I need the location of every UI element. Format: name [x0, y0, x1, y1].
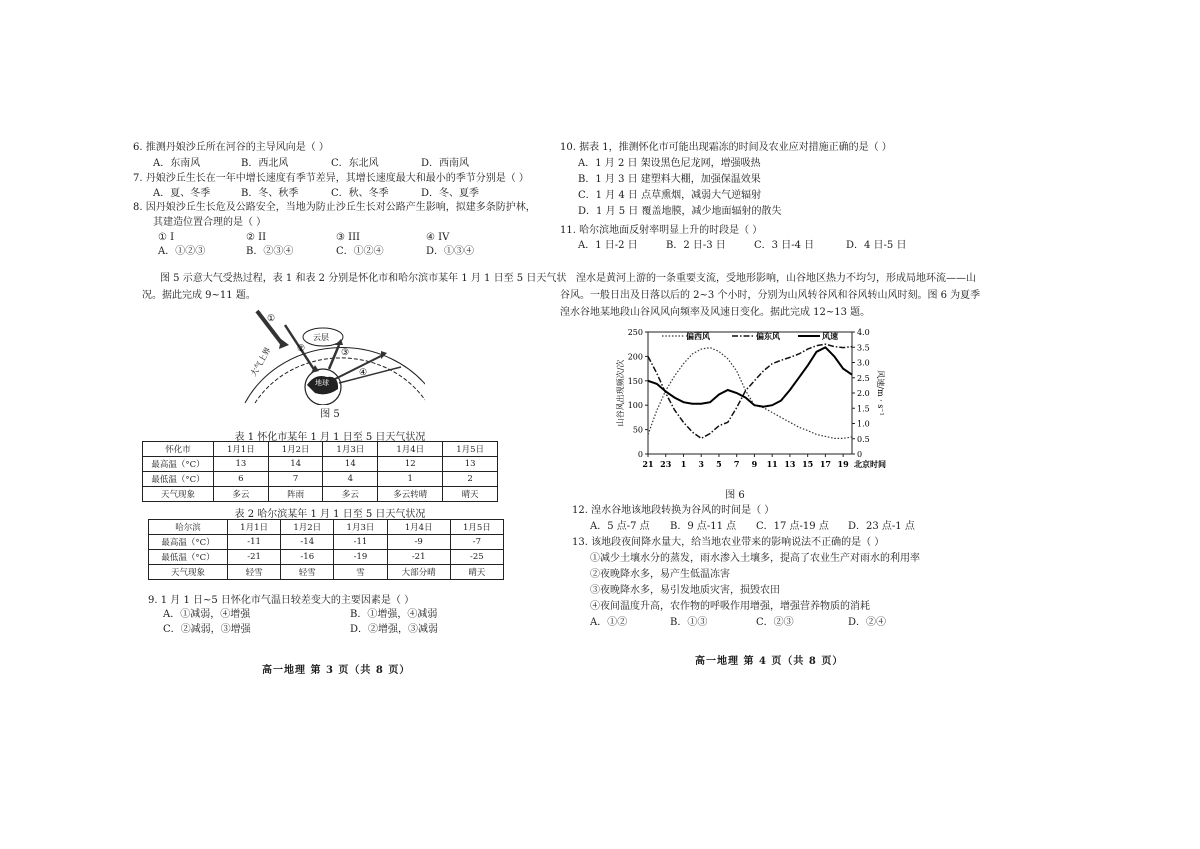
q9-option-c[interactable]: C．②减弱，③增强: [163, 624, 251, 635]
question-12: 12. 湟水谷地该地段转换为谷风的时间是（ ）: [572, 505, 775, 516]
question-6-options: [153, 157, 493, 171]
cloud-label: 云层: [313, 333, 329, 342]
y-right-tick-label: 2.0: [857, 389, 870, 398]
q10-option-a[interactable]: A．1 月 2 日 架设黑色尼龙网，增强吸热: [578, 158, 761, 169]
y-right-tick-label: 1.5: [857, 404, 870, 414]
question-8-options: [158, 245, 498, 259]
q13-item-1: ①减少土壤水分的蒸发，雨水渗入土壤多，提高了农业生产对雨水的利用率: [590, 553, 920, 564]
t2-h3: 1月3日: [334, 520, 387, 535]
q9-option-a[interactable]: A．①减弱，④增强: [163, 609, 251, 620]
table-1-caption: 表 1 怀化市某年 1 月 1 日至 5 日天气状况: [234, 432, 426, 443]
y-left-tick-label: 200: [627, 352, 643, 362]
table-row: [149, 535, 504, 550]
t1-r1c2: 7: [268, 472, 323, 487]
y-right-tick-label: 4.0: [857, 328, 870, 337]
q11-option-d[interactable]: D．4 日-5 日: [846, 240, 907, 251]
q6-option-c[interactable]: C．东北风: [331, 158, 379, 169]
q13-option-b[interactable]: B．①③: [670, 617, 708, 628]
q9-option-b[interactable]: B．①增强，④减弱: [350, 609, 438, 620]
earth-label: 地球: [315, 379, 329, 387]
question-10: 10. 据表 1，推测怀化市可能出现霜冻的时间及农业应对措施正确的是（ ）: [560, 142, 892, 153]
question-11-options: [578, 239, 918, 253]
q11-option-b[interactable]: B．2 日-3 日: [666, 240, 726, 251]
q13-item-4: ④夜间温度升高，农作物的呼吸作用增强，增强营养物质的消耗: [590, 601, 870, 612]
table-1: [142, 441, 498, 502]
x-tick-label: 23: [660, 459, 672, 469]
t2-r1c0: 最低温（°C）: [149, 550, 228, 565]
legend-label-1: 偏西风: [686, 331, 710, 341]
t2-r0c5: -7: [450, 535, 503, 550]
t1-r1c1: 6: [214, 472, 269, 487]
t1-r2c4: 多云转晴: [378, 487, 443, 502]
question-6: 6. 推测丹娘沙丘所在河谷的主导风向是（ ）: [133, 142, 329, 153]
q8-option-d[interactable]: D．①③④: [426, 246, 475, 257]
legend-label-3: 风速: [822, 331, 838, 341]
series-line-3: [648, 347, 852, 406]
q7-option-c[interactable]: C．秋、冬季: [331, 188, 389, 199]
t2-r0c0: 最高温（°C）: [149, 535, 228, 550]
q8-mark-3: ③ III: [336, 232, 360, 243]
series-line-1: [648, 348, 852, 439]
t1-r0c4: 12: [378, 457, 443, 472]
question-9-options: [163, 608, 463, 638]
y-right-tick-label: 3.0: [857, 358, 870, 368]
q6-option-b[interactable]: B．西北风: [241, 158, 289, 169]
y-right-tick-label: 0: [857, 450, 863, 459]
page-footer-left: 高一地理 第 3 页（共 8 页）: [262, 665, 411, 676]
q12-option-b[interactable]: B．9 点-11 点: [670, 521, 737, 532]
figure-5-diagram: [235, 305, 425, 405]
t2-r1c3: -19: [334, 550, 387, 565]
t2-r2c0: 天气现象: [149, 565, 228, 580]
y-left-tick-label: 150: [627, 376, 643, 386]
x-tick-label: 1: [680, 459, 687, 469]
x-tick-label: 21: [642, 459, 654, 469]
x-tick-label: 11: [766, 459, 778, 469]
question-13-options: [590, 616, 930, 630]
question-8-line1: 8. 因丹娘沙丘生长危及公路安全，当地为防止沙丘生长对公路产生影响，拟建多条防护林，: [133, 202, 536, 213]
x-axis-label: 北京时间: [854, 459, 886, 469]
arrow-4b: [339, 367, 401, 383]
q8-option-b[interactable]: B．②③④: [246, 246, 294, 257]
y-right-axis-label: 风速/m · s⁻¹: [876, 370, 885, 416]
x-tick-label: 5: [716, 459, 722, 469]
q8-mark-2: ② II: [246, 232, 267, 243]
q7-option-b[interactable]: B．冬、秋季: [241, 188, 299, 199]
figure-5-caption: 图 5: [320, 409, 340, 420]
label-1: ①: [267, 314, 276, 324]
table-row: [143, 487, 498, 502]
x-tick-label: 17: [819, 459, 831, 469]
t2-r0c4: -9: [387, 535, 450, 550]
q8-option-c[interactable]: C．①②④: [336, 246, 384, 257]
t2-r1c5: -25: [450, 550, 503, 565]
chart-lines: [648, 344, 852, 438]
figure-6-chart: [614, 322, 904, 482]
right-page: [560, 0, 1200, 849]
t1-r2c0: 天气现象: [143, 487, 214, 502]
atmosphere-label: 大气上界: [248, 345, 273, 378]
t2-r1c1: -21: [228, 550, 281, 565]
t2-h4: 1月4日: [387, 520, 450, 535]
y-right-tick-label: 1.0: [857, 419, 870, 429]
t2-h0: 哈尔滨: [149, 520, 228, 535]
t1-h5: 1月5日: [443, 442, 498, 457]
question-10-options: [578, 157, 878, 221]
q13-option-d[interactable]: D．②④: [848, 617, 887, 628]
q12-option-a[interactable]: A．5 点-7 点: [590, 521, 650, 532]
table-2-header: [149, 520, 504, 535]
t1-r2c5: 晴天: [443, 487, 498, 502]
q7-option-a[interactable]: A．夏、冬季: [153, 188, 211, 199]
t1-r2c2: 阵雨: [268, 487, 323, 502]
x-tick-label: 15: [802, 459, 814, 469]
label-2: ②: [297, 344, 306, 354]
t1-r0c5: 13: [443, 457, 498, 472]
t2-r0c1: -11: [228, 535, 281, 550]
t2-r1c2: -16: [281, 550, 334, 565]
t2-r1c4: -21: [387, 550, 450, 565]
y-left-axis-label: 山谷风出现频次/次: [616, 359, 625, 427]
figure-6-caption: 图 6: [725, 490, 745, 501]
arrow-3: [329, 345, 339, 369]
question-8-line2: 其建造位置合理的是（ ）: [153, 217, 267, 228]
arrow-4-head: [381, 351, 387, 359]
q13-item-3: ③夜晚降水多，易引发地质灾害，损毁农田: [590, 585, 780, 596]
t1-r1c4: 1: [378, 472, 443, 487]
q8-option-a[interactable]: A．①②③: [158, 246, 206, 257]
q11-option-a[interactable]: A．1 日-2 日: [578, 240, 638, 251]
q8-mark-4: ④ IV: [426, 232, 450, 243]
t1-r0c0: 最高温（°C）: [143, 457, 214, 472]
question-8-marks: [158, 231, 498, 245]
q7-option-d[interactable]: D．冬、夏季: [421, 188, 480, 199]
t2-r2c2: 轻雪: [281, 565, 334, 580]
t2-r2c4: 大部分晴: [387, 565, 450, 580]
table-row: [149, 565, 504, 580]
t2-h2: 1月2日: [281, 520, 334, 535]
table-1-header: [143, 442, 498, 457]
x-tick-label: 19: [837, 459, 849, 469]
y-right-tick-label: 2.5: [857, 373, 870, 383]
q13-option-a[interactable]: A．①②: [590, 617, 628, 628]
t1-r2c3: 多云: [323, 487, 378, 502]
q10-option-b[interactable]: B．1 月 3 日 建塑料大棚，加强保温效果: [578, 174, 761, 185]
y-right-tick-label: 0.5: [857, 434, 870, 444]
x-tick-label: 7: [733, 459, 740, 469]
intro-9-11-line2: 况。据此完成 9~11 题。: [142, 290, 256, 301]
x-tick-label: 9: [751, 459, 758, 469]
question-9: 9. 1 月 1 日~5 日怀化市气温日较差变大的主要因素是（ ）: [148, 595, 415, 606]
intro-12-13-line3: 湟水谷地某地段山谷风风向频率及风速日变化。据此完成 12~13 题。: [560, 307, 871, 318]
t2-r0c3: -11: [334, 535, 387, 550]
q13-option-c[interactable]: C．②③: [756, 617, 794, 628]
q6-option-d[interactable]: D．西南风: [421, 158, 470, 169]
y-left-tick-label: 250: [627, 328, 643, 337]
t2-r2c5: 晴天: [450, 565, 503, 580]
q6-option-a[interactable]: A．东南风: [153, 158, 201, 169]
table-row: [149, 550, 504, 565]
t1-r0c3: 14: [323, 457, 378, 472]
y-left-tick-label: 100: [627, 401, 643, 411]
t2-r2c1: 轻雪: [228, 565, 281, 580]
table-row: [143, 472, 498, 487]
table-2-caption: 表 2 哈尔滨某年 1 月 1 日至 5 日天气状况: [234, 509, 426, 520]
t1-r1c5: 2: [443, 472, 498, 487]
q10-option-c[interactable]: C．1 月 4 日 点草熏烟，减弱大气逆辐射: [578, 190, 762, 201]
table-2: [148, 519, 504, 580]
q8-mark-1: ① I: [158, 232, 175, 243]
t1-r1c3: 4: [323, 472, 378, 487]
x-tick-label: 13: [784, 459, 796, 469]
intro-12-13-line2: 谷风。一般日出及日落以后的 2~3 个小时，分别为山风转谷风和谷风转山风时刻。图 6 为夏季: [560, 290, 981, 301]
t1-h0: 怀化市: [143, 442, 214, 457]
intro-12-13-line1: 湟水是黄河上游的一条重要支流，受地形影响，山谷地区热力不均匀，形成局地环流——山: [576, 273, 976, 284]
q10-option-d[interactable]: D．1 月 5 日 覆盖地膜，减少地面辐射的散失: [578, 206, 782, 217]
question-7-options: [153, 187, 493, 201]
x-tick-label: 3: [698, 459, 705, 469]
t1-r2c1: 多云: [214, 487, 269, 502]
table-row: [143, 457, 498, 472]
q12-option-d[interactable]: D．23 点-1 点: [848, 521, 915, 532]
question-7: 7. 丹娘沙丘生长在一年中增长速度有季节差异，其增长速度最大和最小的季节分别是（ ）: [133, 173, 529, 184]
t1-h4: 1月4日: [378, 442, 443, 457]
question-12-options: [590, 520, 930, 534]
q13-item-2: ②夜晚降水多，易产生低温冻害: [590, 569, 730, 580]
q11-option-c[interactable]: C．3 日-4 日: [754, 240, 815, 251]
t1-r0c1: 13: [214, 457, 269, 472]
t1-h2: 1月2日: [268, 442, 323, 457]
q12-option-c[interactable]: C．17 点-19 点: [756, 521, 829, 532]
t1-r0c2: 14: [268, 457, 323, 472]
t2-h1: 1月1日: [228, 520, 281, 535]
intro-9-11-line1: 图 5 示意大气受热过程，表 1 和表 2 分别是怀化市和哈尔滨市某年 1 月 1 日至 5 日天气状: [160, 273, 567, 284]
t2-r2c3: 雪: [334, 565, 387, 580]
t1-r1c0: 最低温（°C）: [143, 472, 214, 487]
legend-label-2: 偏东风: [756, 331, 780, 341]
page-footer-right: 高一地理 第 4 页（共 8 页）: [695, 656, 844, 667]
label-3: ③: [341, 348, 350, 358]
t1-h1: 1月1日: [214, 442, 269, 457]
series-line-2: [648, 344, 852, 438]
t2-r0c2: -14: [281, 535, 334, 550]
question-13: 13. 该地段夜间降水量大，给当地农业带来的影响说法不正确的是（ ）: [572, 537, 885, 548]
y-right-tick-label: 3.5: [857, 343, 870, 353]
t1-h3: 1月3日: [323, 442, 378, 457]
y-left-tick-label: 0: [637, 450, 643, 459]
question-11: 11. 哈尔滨地面反射率明显上升的时段是（ ）: [560, 225, 763, 236]
q9-option-d[interactable]: D．②增强，③减弱: [350, 624, 439, 635]
label-4: ④: [359, 368, 368, 378]
t2-h5: 1月5日: [450, 520, 503, 535]
y-left-tick-label: 50: [632, 425, 643, 435]
